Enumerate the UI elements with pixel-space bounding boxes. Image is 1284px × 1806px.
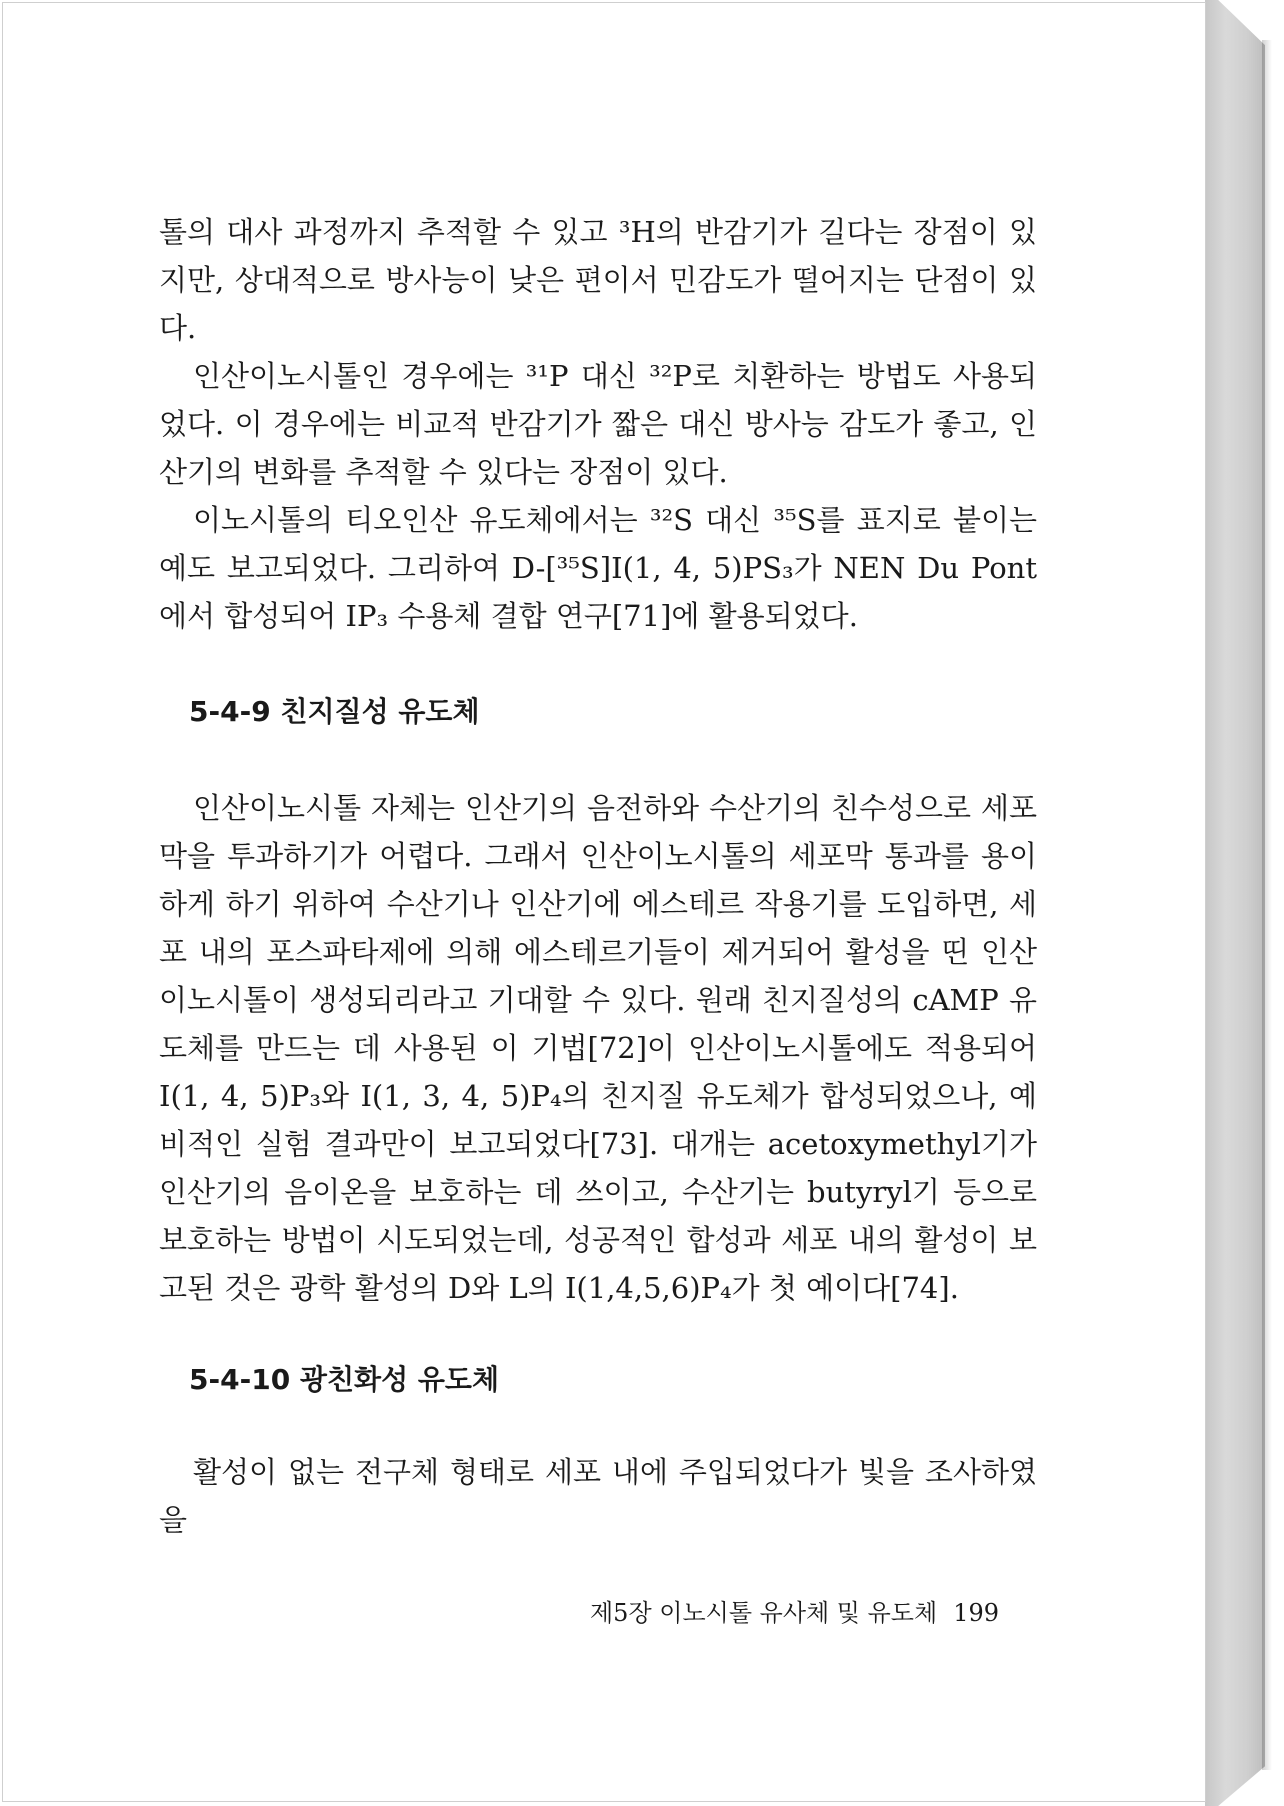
paragraph-photoaffinity: 활성이 없는 전구체 형태로 세포 내에 주입되었다가 빛을 조사하였을 — [159, 1455, 1037, 1537]
paragraph-lipophilic: 인산이노시톨 자체는 인산기의 음전하와 수산기의 친수성으로 세포막을 투과하기가 어렵다. 그래서 인산이노시톨의 세포막 통과를 용이하게 하기 위하여 수산기나 인산기에 에스테르 작용기를 도입하면, 세포 내의 포스파타제에 의해 에스테르기들이 제거되어 활성을 띤 인산이노시톨이 생성되리라고 기대할 수 있다. 원래 친지질성의 cAMP 유도체를 만드는 데 사용된 이 기법[72]이 인산이노시톨에도 적용되어 I(1, 4, 5)P₃와 I(1, 3, 4, 5)P₄의 친지질 유도체가 합성되었으나, 예비적인 실험 결과만이 보고되었다[73]. 대개는 acetoxymethyl기가 인산기의 음이온을 보호하는 데 쓰이고, 수산기는 butyryl기 등으로 보호하는 방법이 시도되었는데, 성공적인 합성과 세포 내의 활성이 보고된 것은 광학 활성의 D와 L의 I(1,4,5,6)P₄가 첫 예이다[74]. — [159, 791, 1037, 1305]
section-heading-lipophilic: 5-4-9 친지질성 유도체 — [189, 695, 480, 728]
page-footer — [590, 1593, 999, 1628]
footer-chapter-title: 제5장 이노시톨 유사체 및 유도체 — [590, 1599, 938, 1627]
page-number: 199 — [953, 1599, 999, 1627]
book-page — [2, 2, 1206, 1802]
book-edge-shadow — [1262, 40, 1272, 1770]
page-body — [159, 208, 1037, 1544]
paragraph-sulfur-label: 이노시톨의 티오인산 유도체에서는 ³²S 대신 ³⁵S를 표지로 붙이는 예도 보고되었다. 그리하여 D-[³⁵S]I(1, 4, 5)PS₃가 NEN Du Pont에서 합성되어 IP₃ 수용체 결합 연구[71]에 활용되었다. — [159, 503, 1037, 633]
paragraph-phosphorus-label: 인산이노시톨인 경우에는 ³¹P 대신 ³²P로 치환하는 방법도 사용되었다. 이 경우에는 비교적 반감기가 짧은 대신 방사능 감도가 좋고, 인산기의 변화를 추적할 수 있다는 장점이 있다. — [159, 359, 1037, 489]
book-page-edge — [1205, 0, 1265, 1806]
section-heading-photoaffinity: 5-4-10 광친화성 유도체 — [189, 1363, 500, 1396]
paragraph-continued: 톨의 대사 과정까지 추적할 수 있고 ³H의 반감기가 길다는 장점이 있지만, 상대적으로 방사능이 낮은 편이서 민감도가 떨어지는 단점이 있다. — [159, 215, 1037, 345]
